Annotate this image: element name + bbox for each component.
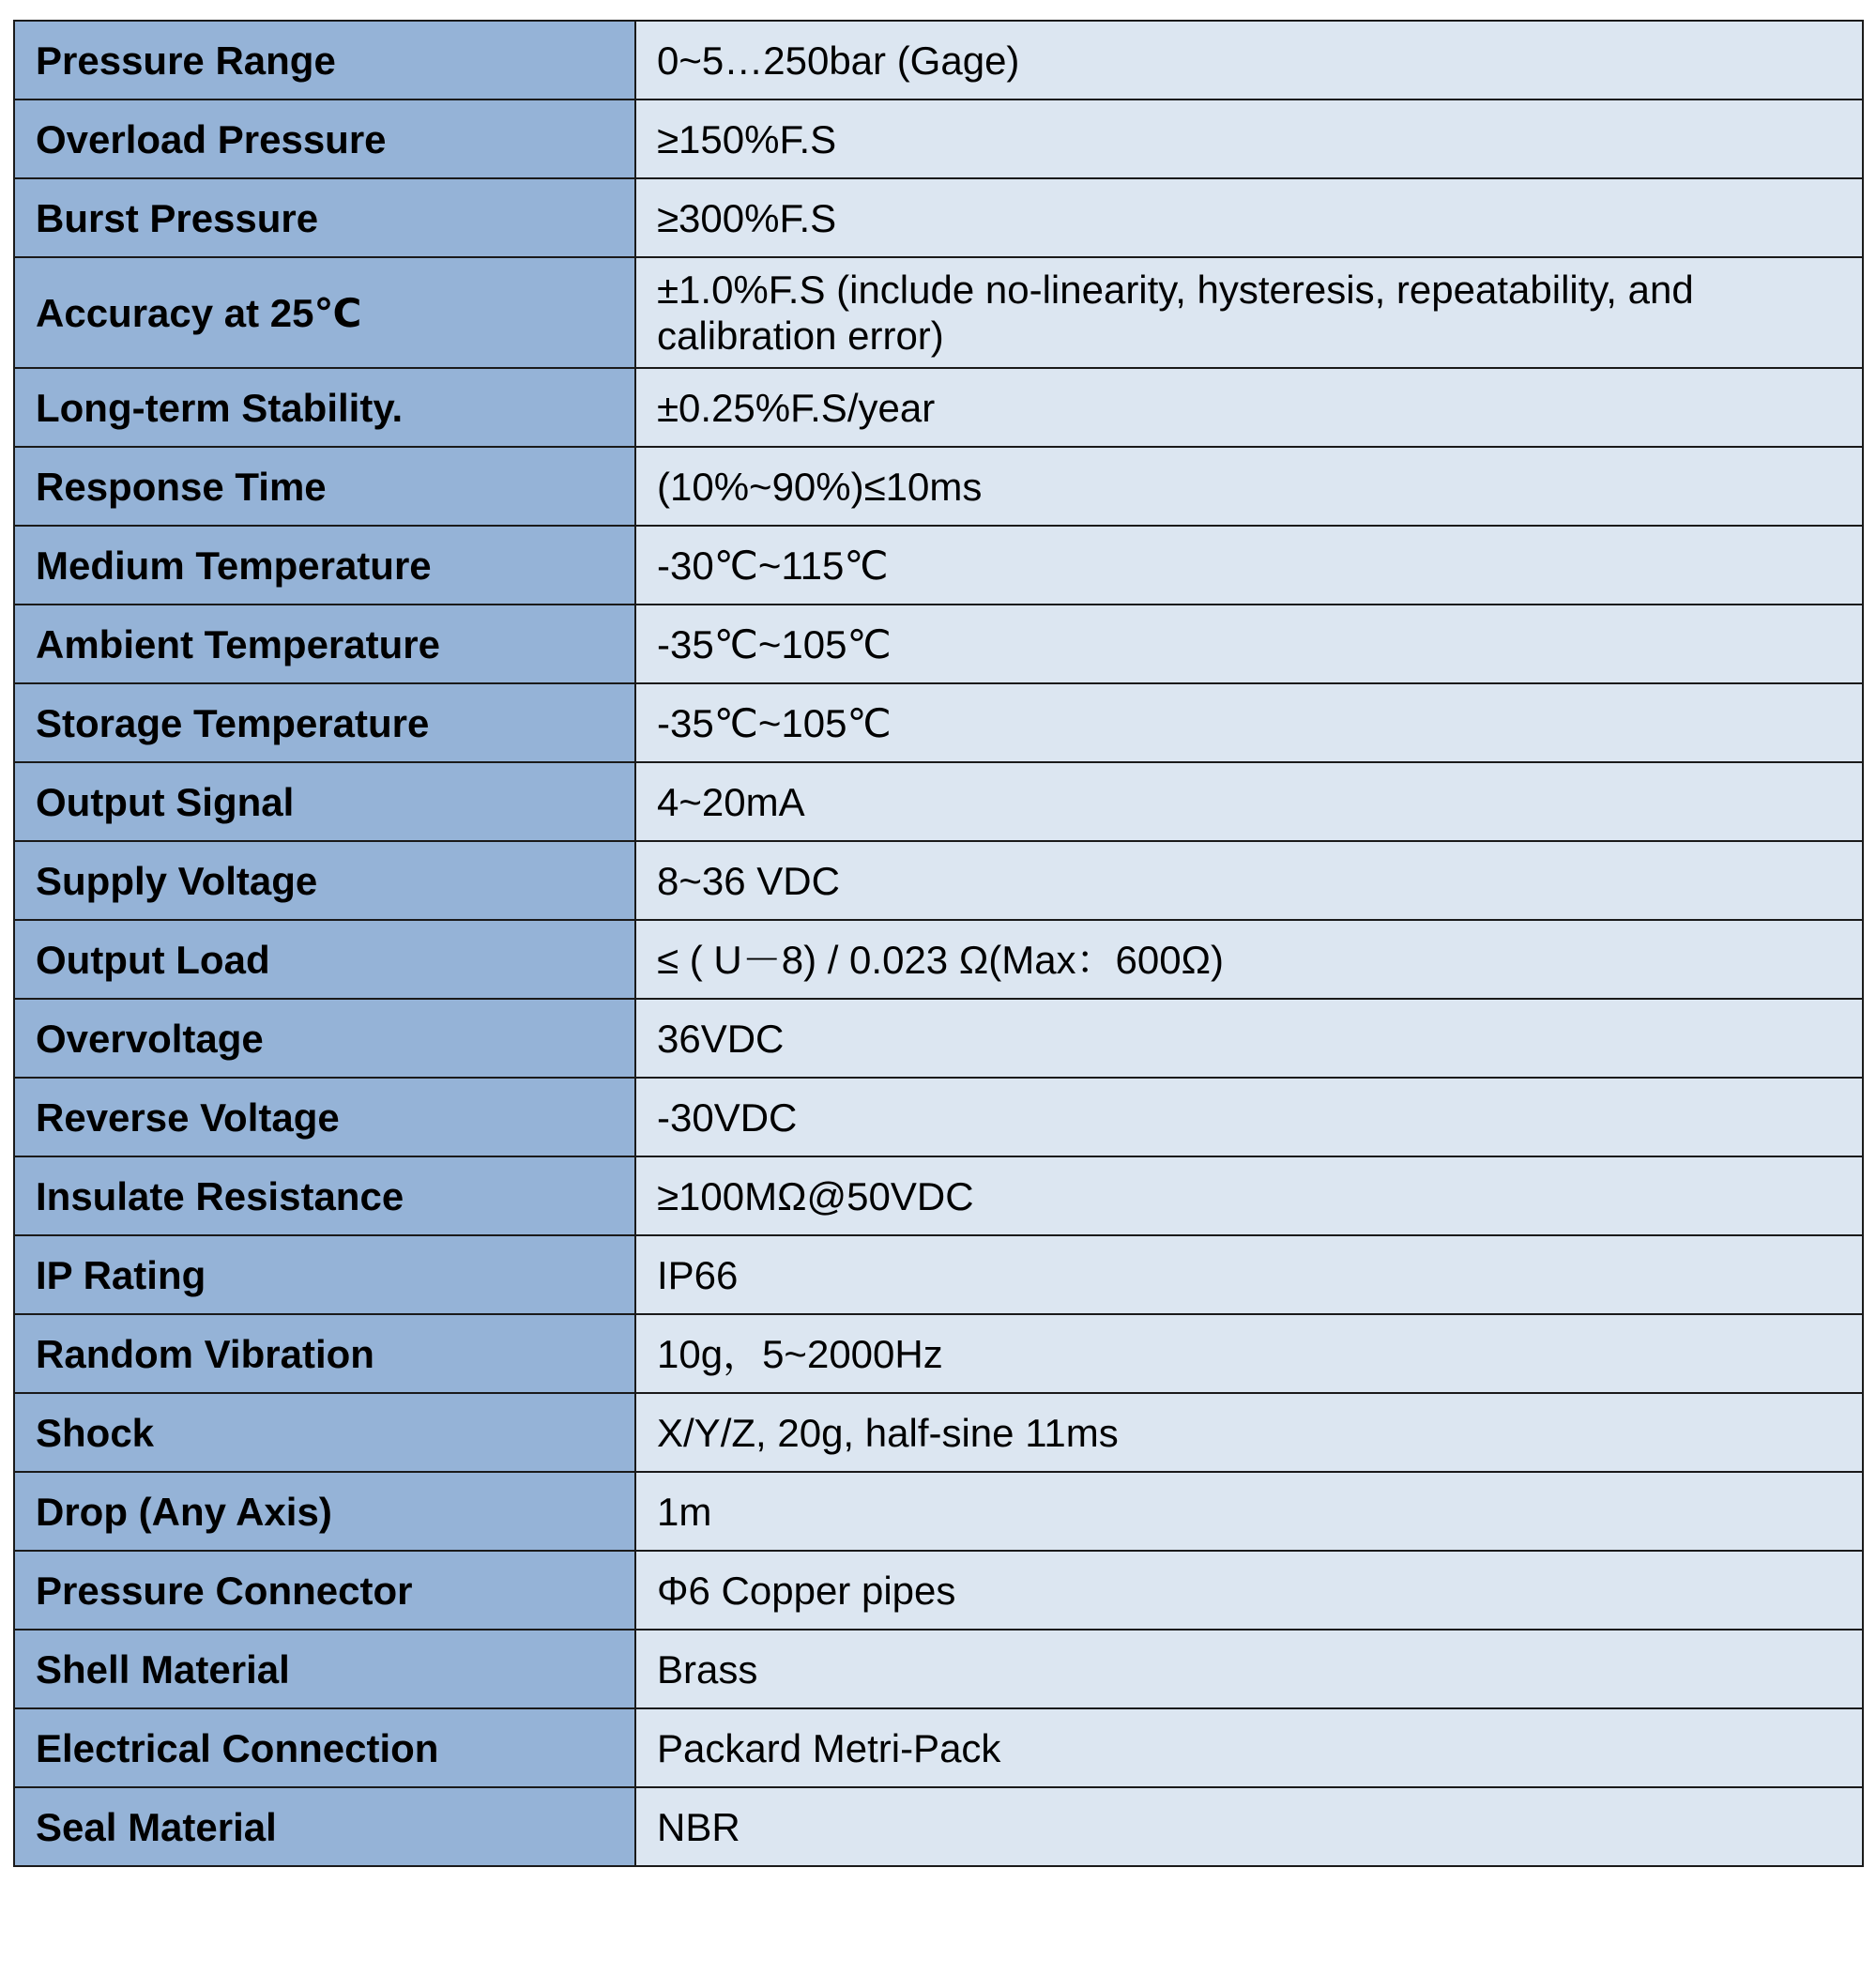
spec-label: Overload Pressure	[14, 100, 635, 178]
spec-label: Reverse Voltage	[14, 1078, 635, 1156]
spec-label: Drop (Any Axis)	[14, 1472, 635, 1551]
specification-table-body	[14, 21, 1863, 1866]
spec-row-shell-material	[14, 1630, 1863, 1708]
spec-label: Medium Temperature	[14, 526, 635, 605]
spec-row-overload-pressure	[14, 100, 1863, 178]
spec-value: ≤ ( U－8) / 0.023 Ω(Max：600Ω)	[635, 920, 1863, 999]
spec-value: -30℃~115℃	[635, 526, 1863, 605]
spec-row-medium-temperature	[14, 526, 1863, 605]
spec-value: ±0.25%F.S/year	[635, 368, 1863, 447]
spec-value: ≥100MΩ@50VDC	[635, 1156, 1863, 1235]
spec-value: X/Y/Z, 20g, half-sine 11ms	[635, 1393, 1863, 1472]
spec-label: Accuracy at 25℃	[14, 257, 635, 368]
spec-value: Φ6 Copper pipes	[635, 1551, 1863, 1630]
spec-value: 36VDC	[635, 999, 1863, 1078]
spec-value: -30VDC	[635, 1078, 1863, 1156]
spec-value: Packard Metri-Pack	[635, 1708, 1863, 1787]
spec-row-response-time	[14, 447, 1863, 526]
spec-label: Pressure Connector	[14, 1551, 635, 1630]
spec-label: IP Rating	[14, 1235, 635, 1314]
spec-label: Shell Material	[14, 1630, 635, 1708]
spec-label: Supply Voltage	[14, 841, 635, 920]
spec-row-shock	[14, 1393, 1863, 1472]
spec-row-ip-rating	[14, 1235, 1863, 1314]
spec-label: Burst Pressure	[14, 178, 635, 257]
spec-label: Pressure Range	[14, 21, 635, 100]
spec-row-burst-pressure	[14, 178, 1863, 257]
spec-row-overvoltage	[14, 999, 1863, 1078]
spec-row-random-vibration	[14, 1314, 1863, 1393]
spec-value: -35℃~105℃	[635, 683, 1863, 762]
spec-row-output-load	[14, 920, 1863, 999]
spec-value: 8~36 VDC	[635, 841, 1863, 920]
spec-row-insulate-resistance	[14, 1156, 1863, 1235]
spec-row-storage-temperature	[14, 683, 1863, 762]
spec-row-long-term-stability	[14, 368, 1863, 447]
spec-row-output-signal	[14, 762, 1863, 841]
spec-value: ≥150%F.S	[635, 100, 1863, 178]
spec-label: Overvoltage	[14, 999, 635, 1078]
spec-row-reverse-voltage	[14, 1078, 1863, 1156]
spec-label: Electrical Connection	[14, 1708, 635, 1787]
spec-row-seal-material	[14, 1787, 1863, 1866]
spec-value: 10g，5~2000Hz	[635, 1314, 1863, 1393]
spec-value: 1m	[635, 1472, 1863, 1551]
spec-value: 4~20mA	[635, 762, 1863, 841]
spec-label: Random Vibration	[14, 1314, 635, 1393]
spec-value: Brass	[635, 1630, 1863, 1708]
spec-label: Output Load	[14, 920, 635, 999]
spec-row-pressure-connector	[14, 1551, 1863, 1630]
specification-table	[13, 20, 1864, 1867]
spec-row-ambient-temperature	[14, 605, 1863, 683]
spec-label: Output Signal	[14, 762, 635, 841]
spec-row-accuracy	[14, 257, 1863, 368]
spec-label: Insulate Resistance	[14, 1156, 635, 1235]
spec-value: (10%~90%)≤10ms	[635, 447, 1863, 526]
spec-label: Shock	[14, 1393, 635, 1472]
spec-value: -35℃~105℃	[635, 605, 1863, 683]
spec-row-drop	[14, 1472, 1863, 1551]
spec-value: ≥300%F.S	[635, 178, 1863, 257]
spec-value: 0~5…250bar (Gage)	[635, 21, 1863, 100]
spec-label: Response Time	[14, 447, 635, 526]
spec-value: ±1.0%F.S (include no-linearity, hysteresis, repeatability, and calibration error)	[635, 257, 1863, 368]
spec-value: IP66	[635, 1235, 1863, 1314]
spec-row-electrical-connection	[14, 1708, 1863, 1787]
spec-row-pressure-range	[14, 21, 1863, 100]
spec-value: NBR	[635, 1787, 1863, 1866]
spec-label: Storage Temperature	[14, 683, 635, 762]
spec-label: Seal Material	[14, 1787, 635, 1866]
spec-row-supply-voltage	[14, 841, 1863, 920]
spec-label: Long-term Stability.	[14, 368, 635, 447]
spec-label: Ambient Temperature	[14, 605, 635, 683]
